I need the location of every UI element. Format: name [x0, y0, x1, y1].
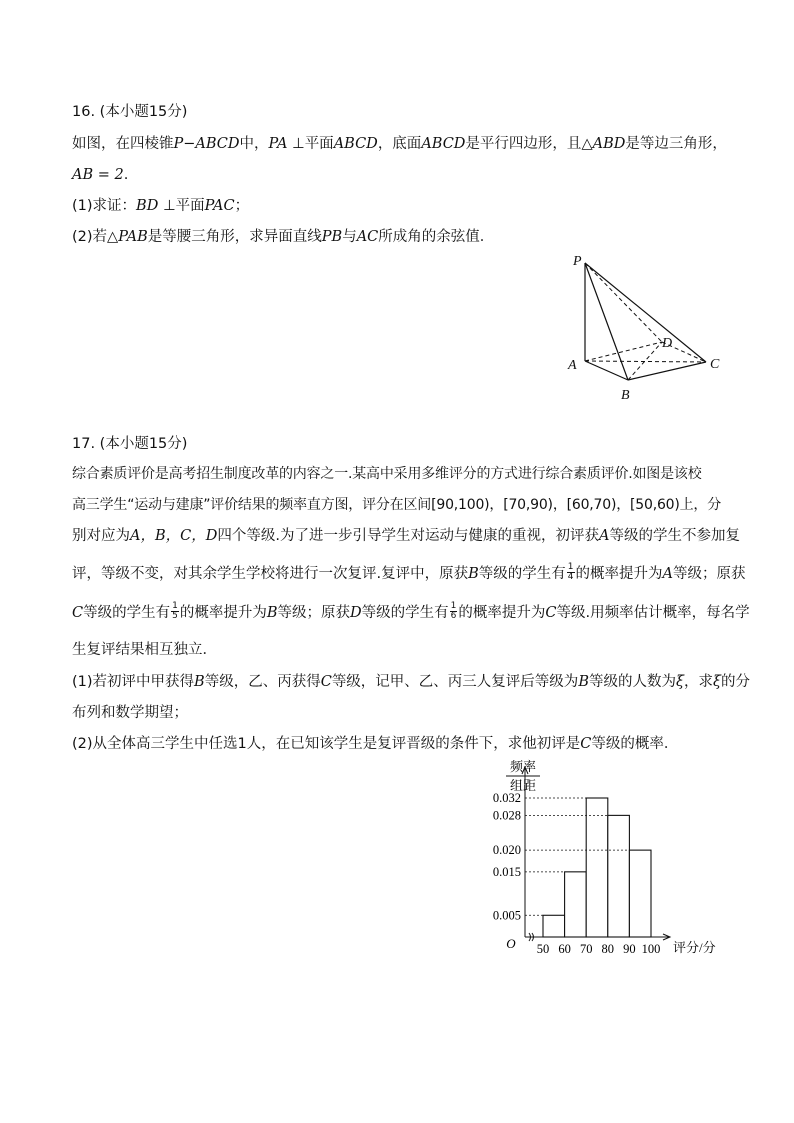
x-axis-label: 评分/分: [673, 940, 716, 955]
histogram-bar: [565, 872, 587, 937]
q17-line5: C等级的学生有 $\frac{1}{5}$ 的概率提升为B等级；原获D等级的学生有 $\frac{1}{6}$ 的概率提升为C等级.用频率估计概率，每名学: [72, 600, 750, 621]
origin-label: O: [506, 936, 516, 951]
q16-header: 16. (本小题15分): [72, 104, 188, 120]
q16-intro-line1: 如图，在四棱锥P−ABCD中，PA ⊥平面ABCD，底面ABCD是平行四边形，且△ABD是等边三角形，: [72, 136, 727, 152]
y-tick-label: 0.005: [492, 908, 521, 923]
y-tick-label: 0.020: [492, 843, 521, 858]
q16-part2: (2)若△PAB是等腰三角形，求异面直线PB与AC所成角的余弦值．: [72, 229, 495, 245]
q17-header: 17. (本小题15分): [72, 436, 188, 452]
fraction-one-sixth: $\frac{1}{6}$: [450, 600, 457, 621]
y-tick-label: 0.028: [492, 808, 521, 823]
fraction-one-quarter: $\frac{1}{4}$: [567, 561, 574, 582]
ylabel-top: 频率: [509, 759, 537, 774]
edge-pd: [585, 263, 662, 342]
q17-line9: (2)从全体高三学生中任选1人，在已知该学生是复评晋级的条件下，求他初评是C等级的概率．: [72, 736, 679, 752]
pyramid-figure: [560, 248, 730, 408]
y-tick-label: 0.032: [492, 791, 521, 805]
x-tick-label: 80: [601, 942, 615, 956]
y-tick-label: 0.015: [492, 864, 521, 879]
histogram-bar: [629, 850, 651, 937]
ylabel-bottom: 组距: [509, 778, 537, 793]
histogram-bar: [586, 798, 608, 937]
q16-intro-line2: AB = 2.: [72, 167, 129, 183]
x-tick-label: 90: [623, 942, 636, 956]
q17-line7: (1)若初评中甲获得B等级，乙、丙获得C等级，记甲、乙、丙三人复评后等级为B等级的人数为ξ，求ξ的分: [72, 674, 750, 690]
diag-ac: [585, 361, 706, 362]
label-a: A: [568, 358, 577, 373]
q17-line2: 高三学生“运动与建康”评价结果的频率直方图，评分在区间[90,100)，[70,90)，[60,70)，[50,60)上，分: [72, 497, 722, 513]
x-tick-label: 50: [536, 942, 550, 956]
x-tick-label: 100: [641, 942, 661, 956]
x-tick-label: 70: [579, 942, 593, 956]
histogram-bar: [608, 815, 630, 937]
fraction-one-fifth: $\frac{1}{5}$: [172, 600, 178, 621]
histogram-bar: [543, 915, 565, 937]
label-c: C: [710, 357, 720, 372]
frequency-histogram: [480, 755, 730, 960]
q17-line3: 别对应为A，B，C，D四个等级.为了进一步引导学生对运动与健康的重视，初评获A等级的学生不参加复: [72, 528, 740, 544]
label-d: D: [662, 336, 673, 351]
q16-part1: (1)求证：BD ⊥平面PAC；: [72, 198, 250, 214]
q17-line6: 生复评结果相互独立．: [72, 642, 217, 658]
q17-line8: 布列和数学期望；: [72, 705, 188, 721]
label-b: B: [621, 388, 630, 403]
x-tick-label: 60: [558, 942, 571, 956]
q17-line4: 评，等级不变，对其余学生学校将进行一次复评.复评中，原获B等级的学生有 $\frac{1}{4}$ 的概率提升为A等级；原获: [72, 561, 746, 582]
edge-ad: [585, 342, 662, 361]
label-p: P: [573, 254, 582, 269]
edge-bc: [628, 362, 706, 380]
q17-line1: 综合素质评价是高考招生制度改革的内容之一.某高中采用多维评分的方式进行综合素质评价.如图是该校: [72, 466, 702, 482]
